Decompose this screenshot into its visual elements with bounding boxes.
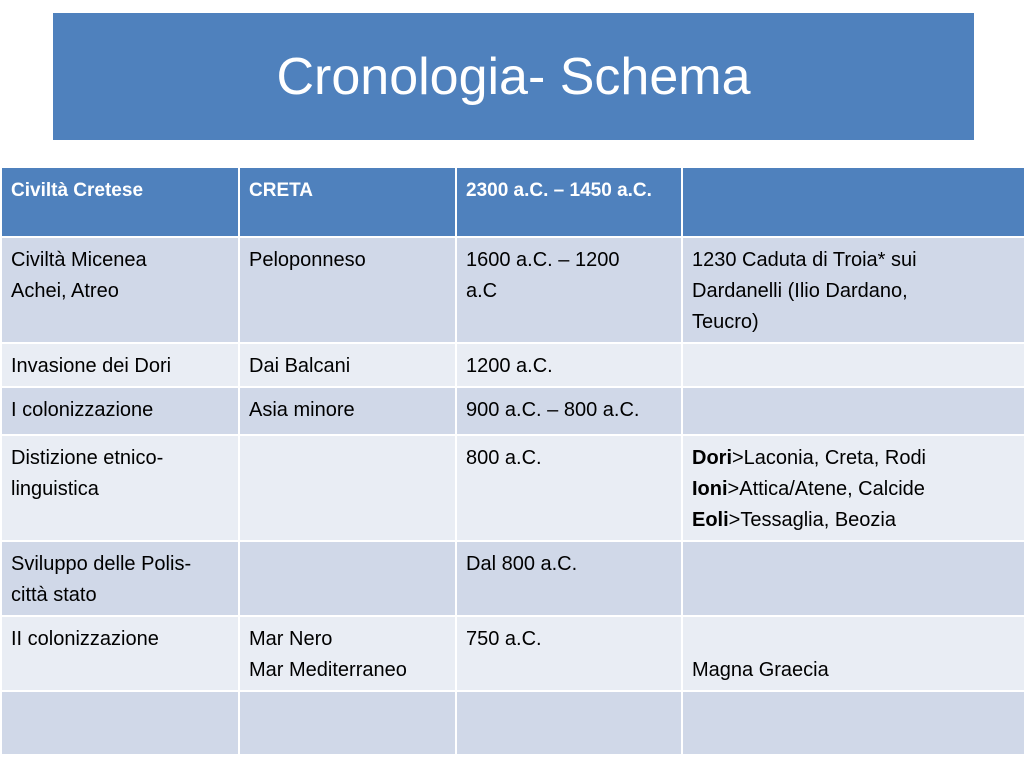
table-cell: [456, 237, 682, 343]
cell-line: I colonizzazione: [11, 399, 154, 421]
cell-line: città stato: [11, 584, 97, 606]
chronology-table: [0, 166, 1024, 756]
table-cell: [456, 616, 682, 691]
cell-line: Dardanelli (Ilio Dardano,: [692, 280, 908, 302]
table-cell: [682, 616, 1024, 691]
table-cell: [682, 541, 1024, 616]
dialect-regions: >Tessaglia, Beozia: [728, 509, 896, 531]
table-cell: [1, 435, 239, 541]
table-row: [1, 616, 1024, 691]
dialect-group: Ioni: [692, 478, 728, 500]
cell-line: linguistica: [11, 478, 99, 500]
table-cell: [456, 691, 682, 755]
header-cell: Civiltà Cretese: [1, 167, 239, 237]
cell-line: Mar Nero: [249, 628, 333, 650]
table-cell: [1, 541, 239, 616]
table-row: [1, 541, 1024, 616]
table-cell: [456, 343, 682, 387]
table-cell: [682, 691, 1024, 755]
cell-line: Dai Balcani: [249, 355, 351, 377]
cell-line: 1230 Caduta di Troia* sui: [692, 249, 917, 271]
table-cell: [682, 387, 1024, 435]
title-banner: [53, 13, 974, 140]
table-cell: [239, 616, 456, 691]
table-cell: [239, 435, 456, 541]
table-cell: [1, 387, 239, 435]
table-cell: [682, 343, 1024, 387]
dialect-regions: >Laconia, Creta, Rodi: [732, 447, 927, 469]
table-cell: [682, 435, 1024, 541]
dialect-group: Eoli: [692, 509, 729, 531]
cell-line: Distizione etnico-: [11, 447, 164, 469]
dialect-regions: >Attica/Atene, Calcide: [727, 478, 925, 500]
dialect-group: Dori: [692, 447, 732, 469]
table-cell: [239, 343, 456, 387]
table-cell: [456, 541, 682, 616]
table-cell: [239, 237, 456, 343]
cell-line: Peloponneso: [249, 249, 366, 271]
chronology-table-container: [0, 166, 1024, 745]
cell-line: a.C: [466, 280, 498, 302]
cell-line: 750 a.C.: [466, 628, 542, 650]
cell-line: Magna Graecia: [692, 659, 829, 681]
cell-line: 1200 a.C.: [466, 355, 553, 377]
header-cell: CRETA: [239, 167, 456, 237]
table-row: [1, 691, 1024, 755]
cell-line: Asia minore: [249, 399, 355, 421]
cell-line: Invasione dei Dori: [11, 355, 172, 377]
table-cell: [682, 237, 1024, 343]
cell-line: Dal 800 a.C.: [466, 553, 578, 575]
cell-line: Achei, Atreo: [11, 280, 119, 302]
cell-line: Mar Mediterraneo: [249, 659, 407, 681]
cell-line: [692, 624, 1015, 655]
table-row: [1, 435, 1024, 541]
table-cell: [239, 541, 456, 616]
cell-line: Teucro): [692, 311, 759, 333]
cell-line: [692, 474, 1015, 505]
table-cell: [1, 343, 239, 387]
cell-line: 900 a.C. – 800 a.C.: [466, 399, 640, 421]
table-header-row: [1, 167, 1024, 237]
cell-line: Sviluppo delle Polis-: [11, 553, 192, 575]
cell-line: [692, 505, 1015, 536]
table-cell: [456, 387, 682, 435]
cell-line: [692, 443, 1015, 474]
table-cell: [239, 691, 456, 755]
table-row: [1, 237, 1024, 343]
cell-line: II colonizzazione: [11, 628, 159, 650]
table-row: [1, 343, 1024, 387]
table-cell: [1, 237, 239, 343]
table-cell: [239, 387, 456, 435]
table-row: [1, 387, 1024, 435]
table-cell: [1, 616, 239, 691]
cell-line: 1600 a.C. – 1200: [466, 249, 620, 271]
slide-title: Cronologia- Schema: [276, 47, 751, 106]
cell-line: 800 a.C.: [466, 447, 542, 469]
header-cell: [682, 167, 1024, 237]
header-cell: 2300 a.C. – 1450 a.C.: [456, 167, 682, 237]
table-cell: [456, 435, 682, 541]
cell-line: Civiltà Micenea: [11, 249, 147, 271]
table-cell: [1, 691, 239, 755]
